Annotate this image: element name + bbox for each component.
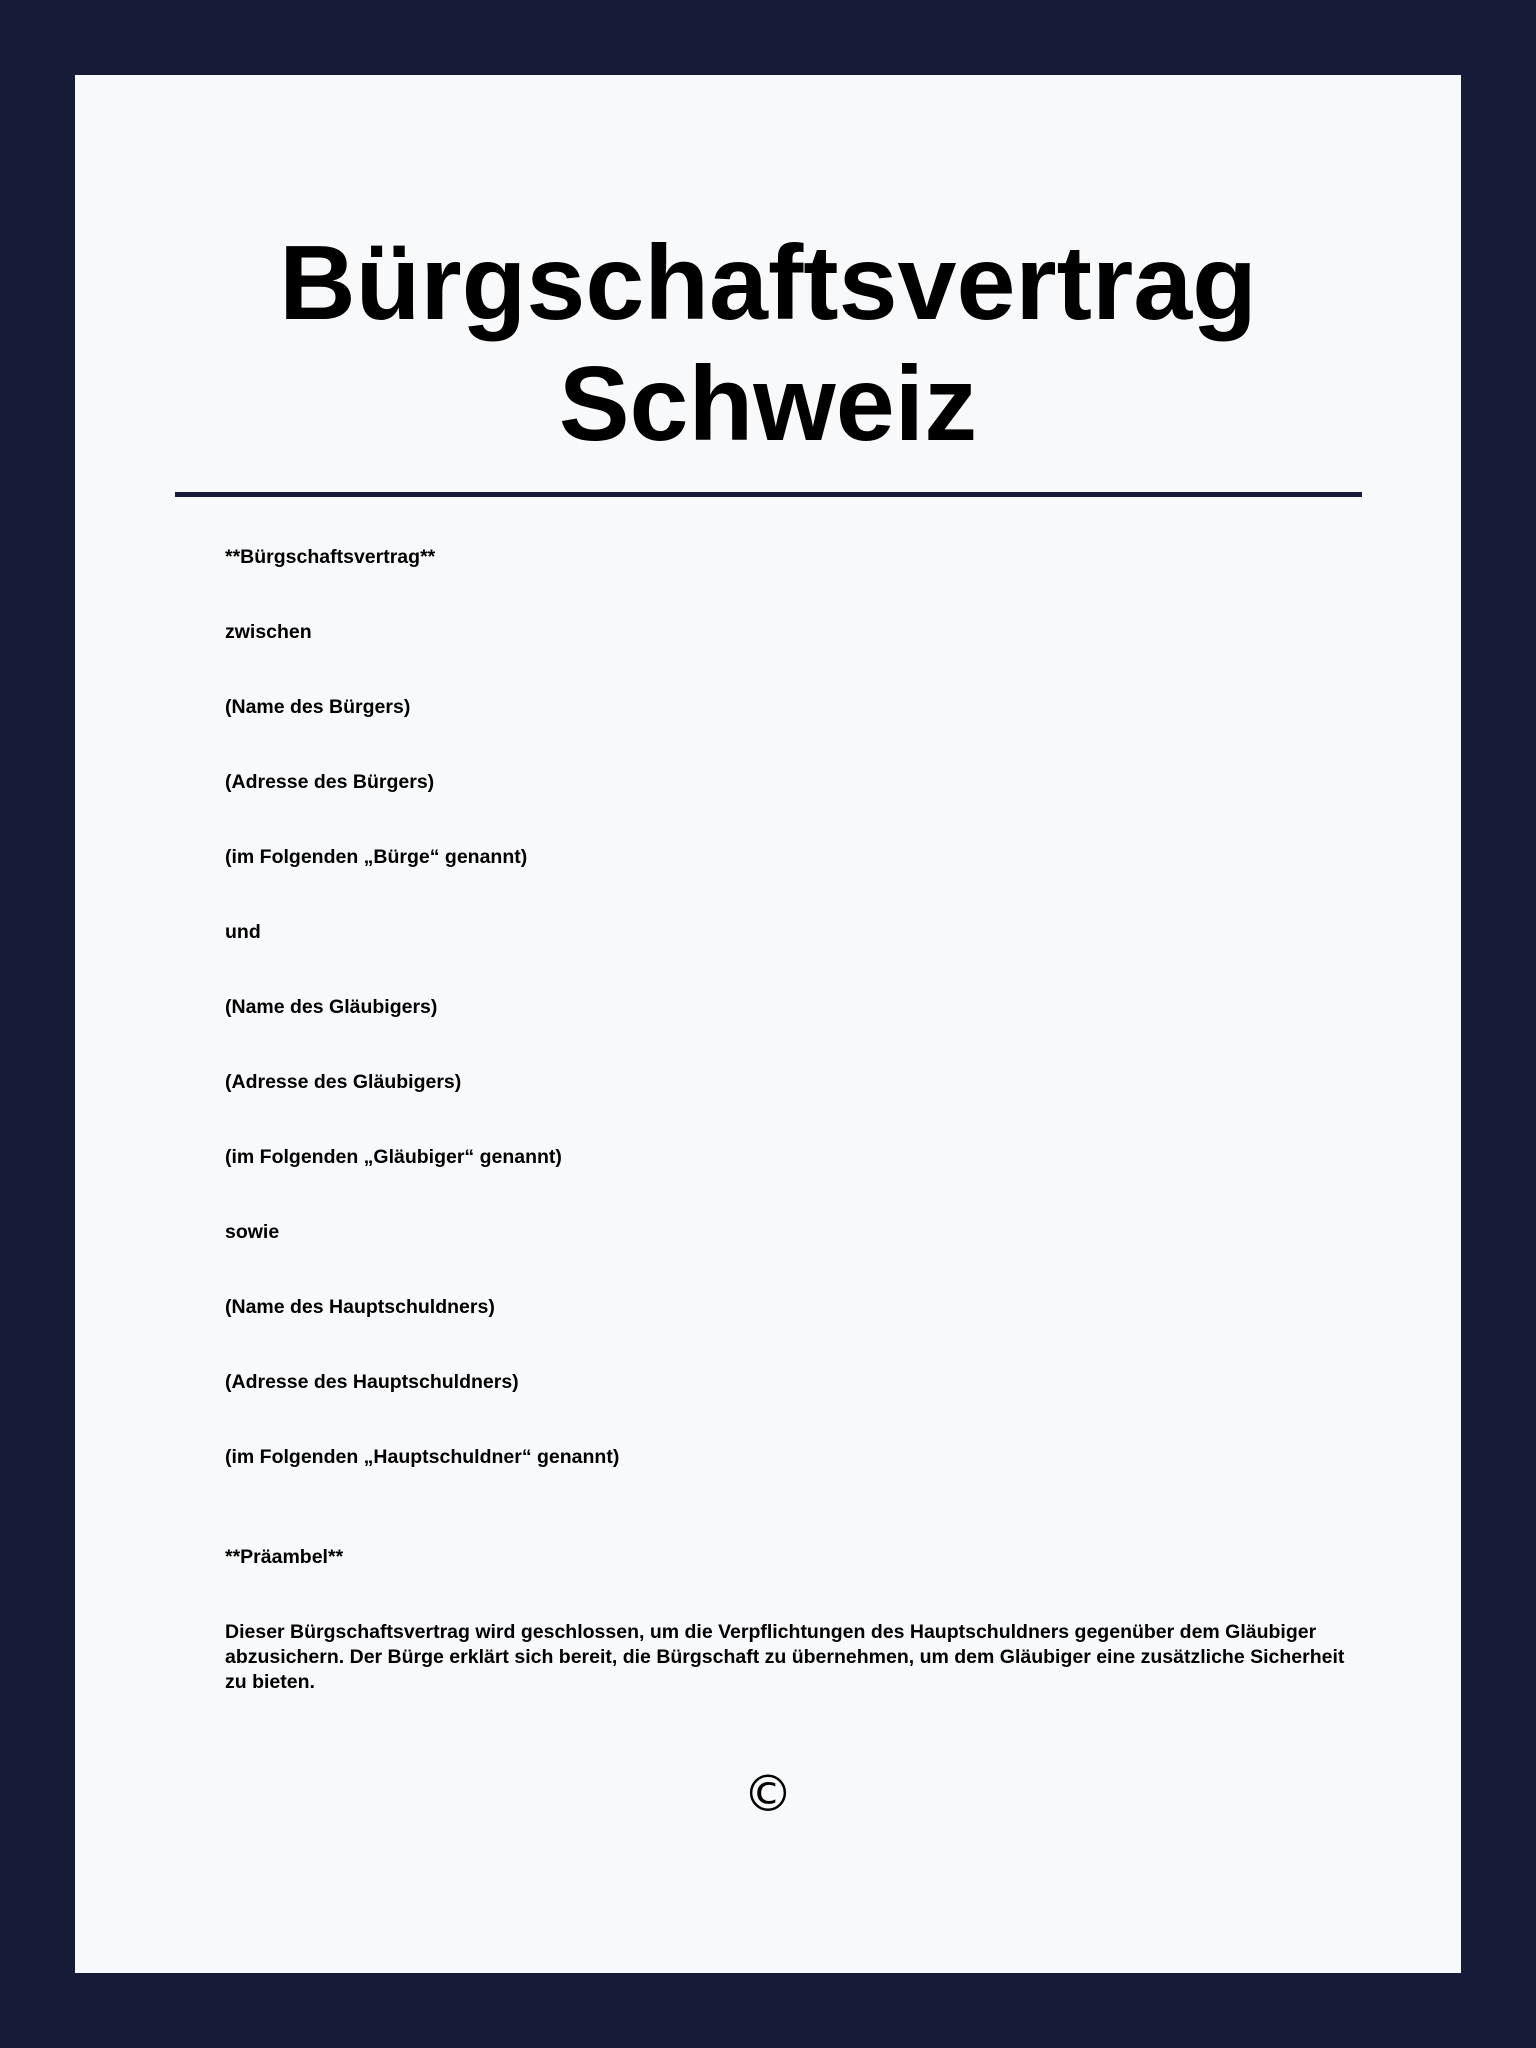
guarantor-address: (Adresse des Bürgers) (225, 771, 435, 793)
paragraph-as-well-as: sowie (225, 1221, 280, 1243)
debtor-address: (Adresse des Hauptschuldners) (225, 1371, 519, 1393)
document-body (225, 545, 1355, 1695)
creditor-address: (Adresse des Gläubigers) (225, 1071, 462, 1093)
guarantor-designation: (im Folgenden „Bürge“ genannt) (225, 846, 528, 868)
debtor-name: (Name des Hauptschuldners) (225, 1296, 495, 1318)
paragraph-and: und (225, 921, 261, 943)
creditor-designation: (im Folgenden „Gläubiger“ genannt) (225, 1146, 562, 1168)
paragraph-between: zwischen (225, 621, 312, 643)
title-line-1: Bürgschaftsvertrag (279, 224, 1257, 342)
document-page (75, 75, 1461, 1973)
page-title (75, 223, 1461, 465)
contract-heading: **Bürgschaftsvertrag** (225, 546, 436, 568)
title-divider (175, 492, 1362, 497)
debtor-designation: (im Folgenden „Hauptschuldner“ genannt) (225, 1446, 620, 1468)
title-line-2: Schweiz (558, 345, 978, 463)
preamble-text: Dieser Bürgschaftsvertrag wird geschlossen, um die Verpflichtungen des Hauptschuldners gegenüber dem Gläubiger abzusichern. Der Bürge erklärt sich bereit, die Bürgschaft zu übernehmen, um dem Gläubiger eine zusätzliche Sicherheit zu bieten. (225, 1621, 1345, 1693)
guarantor-name: (Name des Bürgers) (225, 696, 411, 718)
creditor-name: (Name des Gläubigers) (225, 996, 438, 1018)
copyright-icon: © (743, 1765, 793, 1823)
preamble-heading: **Präambel** (225, 1546, 344, 1568)
